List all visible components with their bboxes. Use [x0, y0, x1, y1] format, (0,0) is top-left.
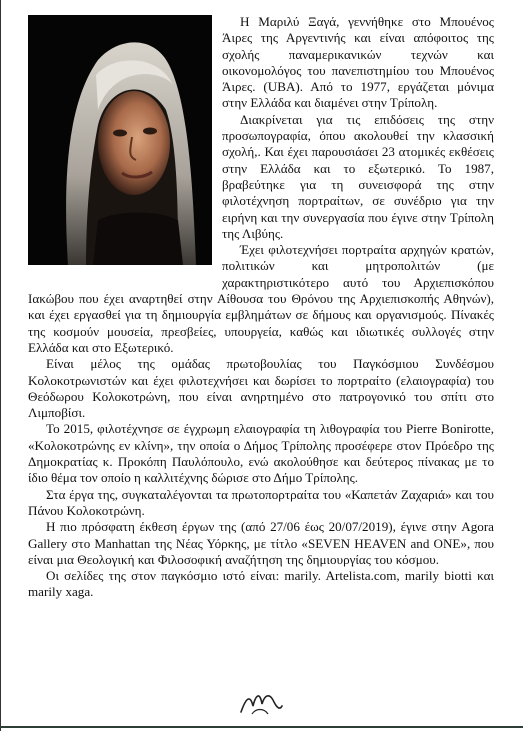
- footer-rule: [0, 726, 523, 728]
- bio-paragraph-3: Έχει φιλοτεχνήσει πορτραίτα αρχηγών κρατών, πολιτικών και μητροπολιτών (με χαρακτηριστικότερο αυτό του Αρχιεπισκόπου Ιακώβου που έχει αναρτηθεί στην Αίθουσα του Θρόνου της Αρχιεπισκοπής Αθηνών), και έχει εργασθεί για τη δημιουργία εμβλημάτων σε δήμους και οργανισμούς. Πίνακές της κοσμούν μουσεία, πρεσβείες, υπουργεία, καθώς και ιδιωτικές συλλογές στην Ελλάδα και στο Εξωτερικό.: [28, 242, 494, 355]
- portrait-wrap-space: [28, 14, 222, 284]
- bio-paragraph-7: Η πιο πρόσφατη έκθεση έργων της (από 27/06 έως 20/07/2019), έγινε στην Agora Gallery στο Manhattan της Νέας Υόρκης, με τίτλο «SEVEN HEAVEN and ONE», που είναι μια Θεολογική και Φιλοσοφική αναζήτηση της δημιουργίας του κόσμου.: [28, 519, 494, 567]
- bio-paragraph-8: Οι σελίδες της στον παγκόσμιο ιστό είναι: marily. Artelista.com, marily biotti και marily xaga.: [28, 568, 494, 600]
- bio-paragraph-4: Είναι μέλος της ομάδας πρωτοβουλίας του Παγκόσμιου Συνδέσμου Κολοκοτρωνιστών και έχει φιλοτεχνήσει και δωρίσει το πορτραίτο (ελαιογραφία) του Θεόδωρου Κολοκοτρώνη, που είναι ανηρτημένο στο πατρογονικό του σπίτι στο Λιμποβίσι.: [28, 356, 494, 421]
- biography-text: [28, 14, 494, 601]
- bio-paragraph-2: Διακρίνεται για τις επιδόσεις της στην προσωπογραφία, όπου ακολουθεί την κλασσική σχολή,. Και έχει παρουσιάσει 23 ατομικές εκθέσεις στην Ελλάδα και το εξωτερικό. Το 1987, βραβεύτηκε για τη συνεισφορά της στην φιλοτέχνηση πορτραίτων, σε συνέδριο για την ειρήνη και την συνεργασία που έγινε στην Τρίπολη της Λιβύης.: [222, 111, 494, 241]
- page-edge-rule: [0, 0, 1, 731]
- ornament-monogram-icon: [238, 690, 284, 716]
- bio-paragraph-1: Η Μαριλύ Ξαγά, γεννήθηκε στο Μπουένος Άιρες της Αργεντινής και είναι απόφοιτος της σχολής παναμερικανικών τεχνών και οικονομολόγος του πανεπιστημίου του Μπουένος Άιρες. (UBA). Από το 1977, εργάζεται μόνιμα στην Ελλάδα και διαμένει στην Τρίπολη.: [222, 14, 494, 111]
- bio-paragraph-6: Στα έργα της, συγκαταλέγονται τα πρωτοπορτραίτα του «Καπετάν Ζαχαριά» και του Πάνου Κολοκοτρώνη.: [28, 486, 494, 518]
- bio-paragraph-5: Το 2015, φιλοτέχνησε σε έγχρωμη ελαιογραφία τη λιθογραφία του Pierre Bonirotte, «Κολοκοτρώνης εν κλίνη», την οποία ο Δήμος Τρίπολης προσέφερε στον Πρόεδρο της Δημοκρατίας κ. Προκόπη Παυλόπουλο, ενώ ακολούθησε και δεύτερος πίνακας με το ίδιο θέμα τον οποίο η καλλιτέχνης δώρισε στο Δήμο Τρίπολης.: [28, 421, 494, 486]
